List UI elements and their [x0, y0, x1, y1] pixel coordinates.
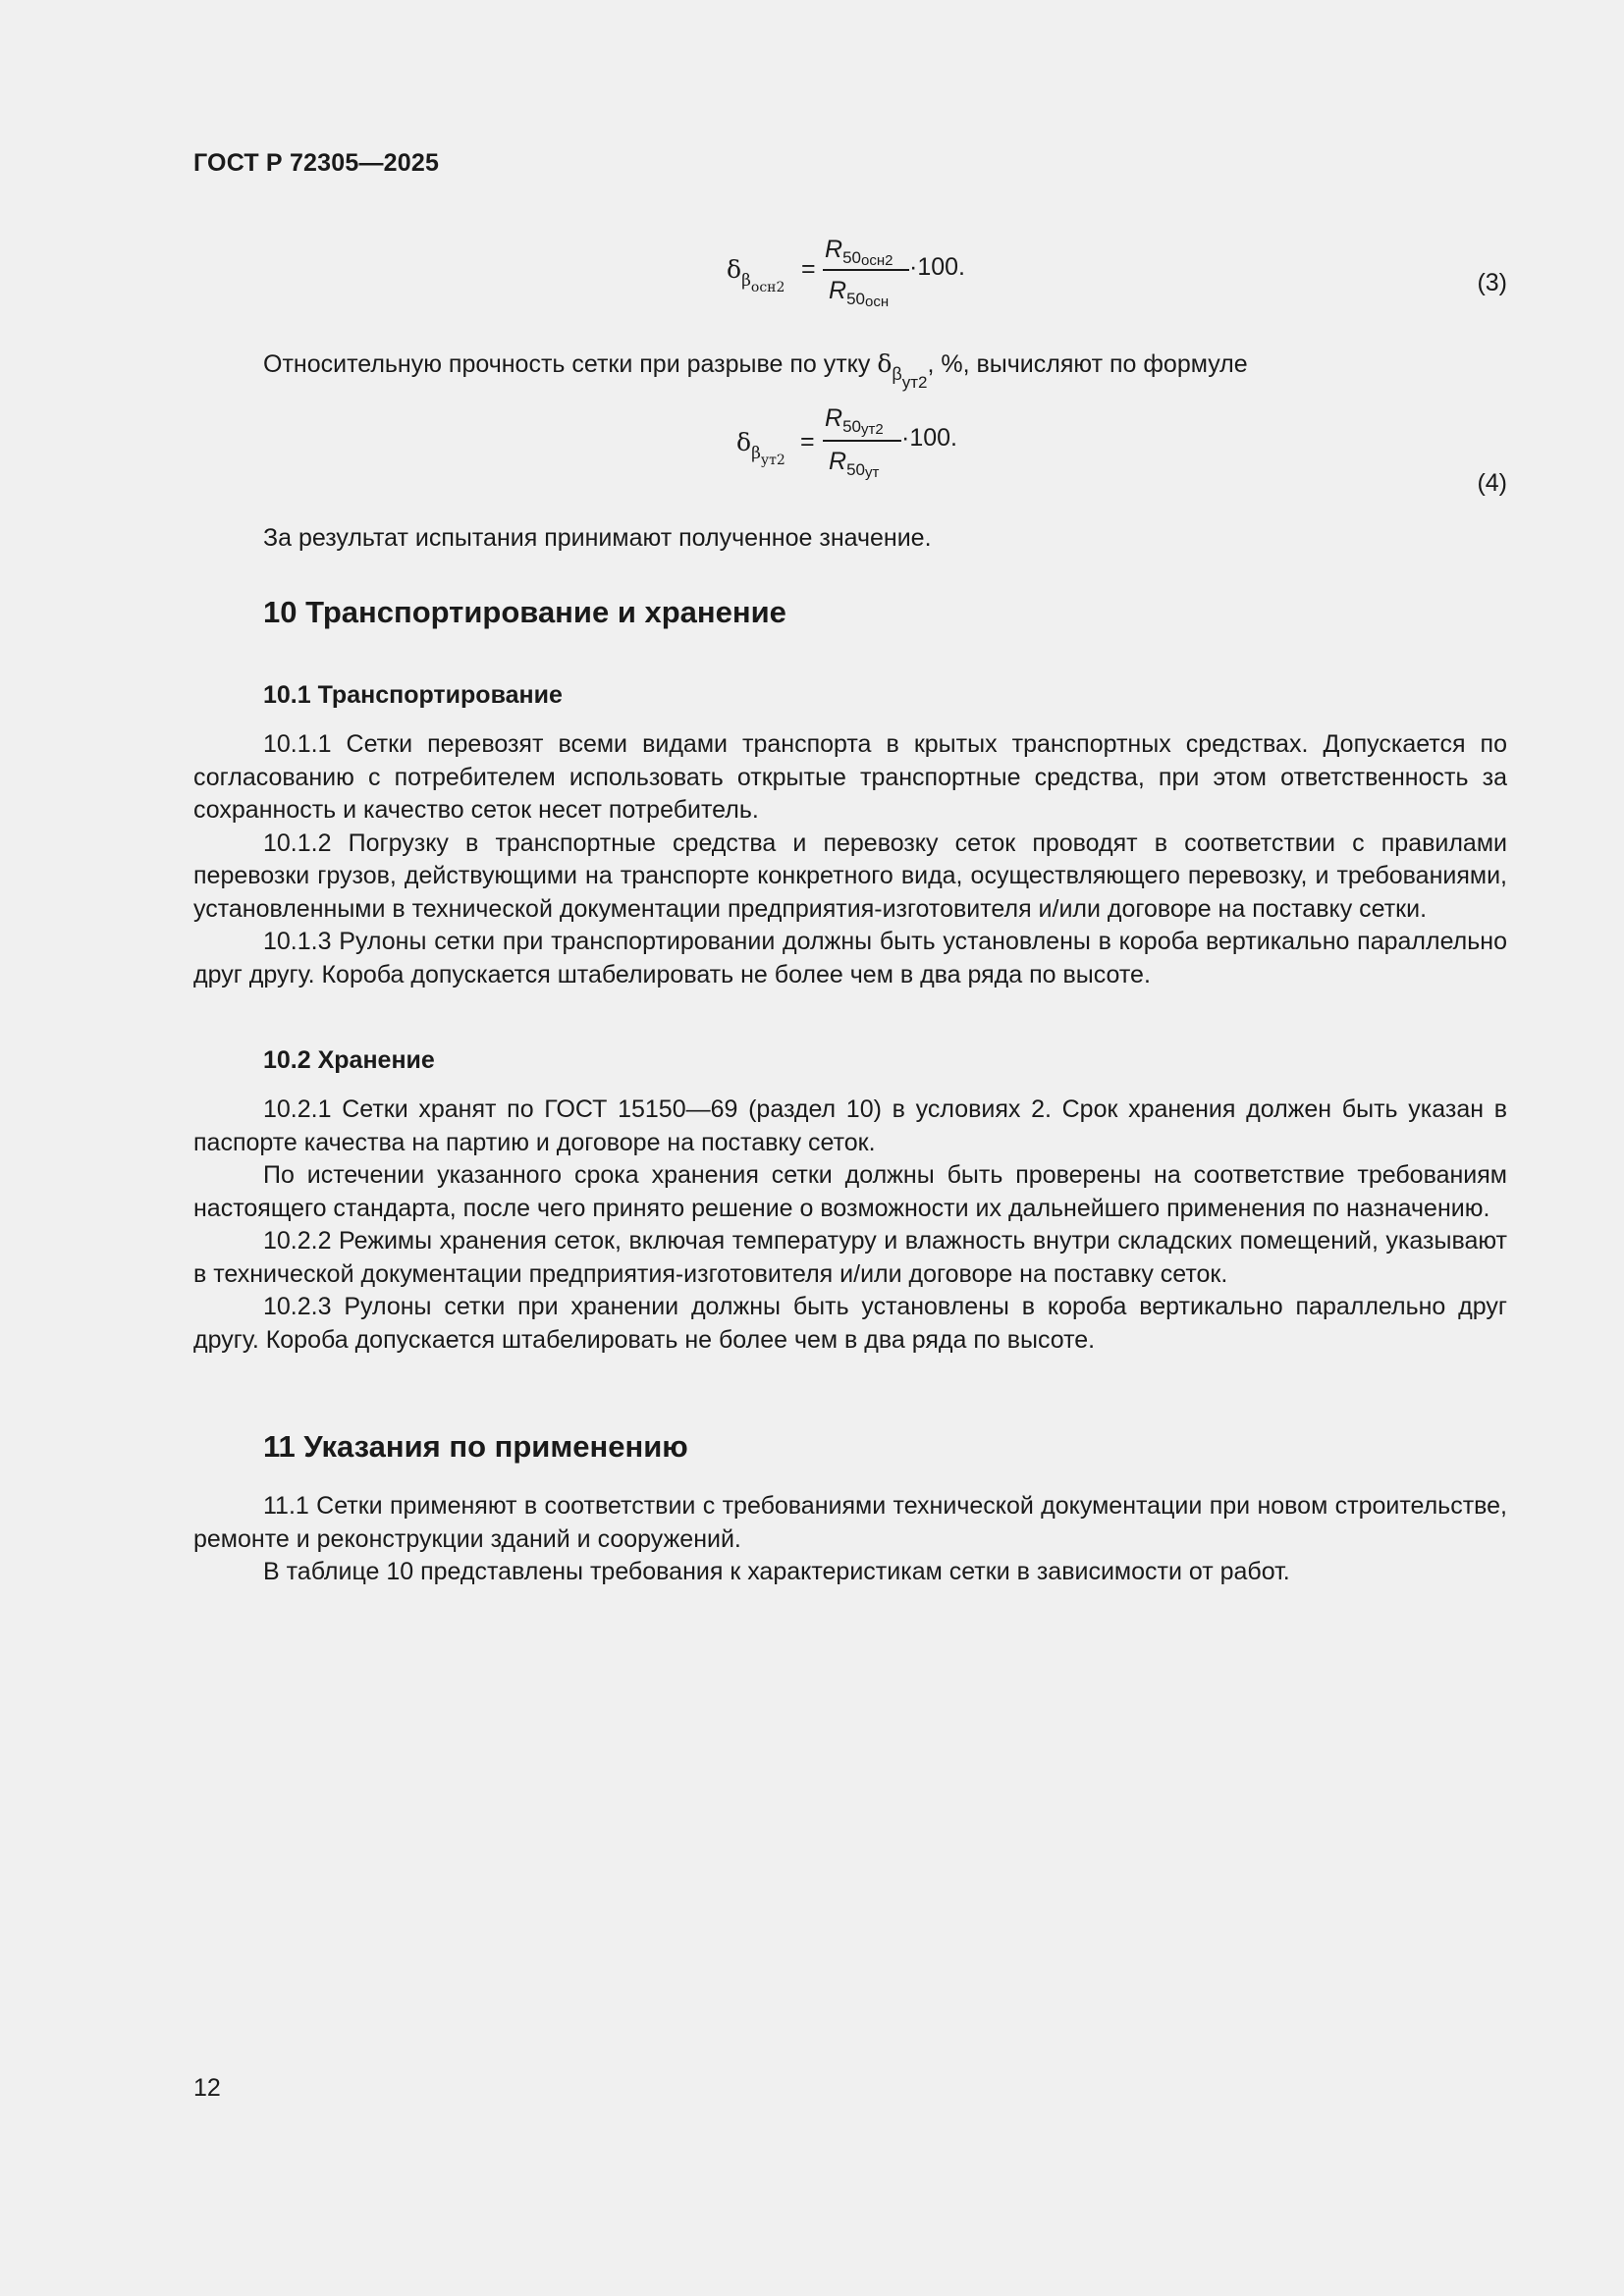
formula-3-multiplier: ·100. [909, 253, 965, 281]
subsection-10-2-title: 10.2 Хранение [263, 1046, 435, 1074]
clause-11-1-continuation: В таблице 10 представлены требования к характеристикам сетки в зависимости от работ. [263, 1558, 1290, 1585]
section-11-body [193, 1490, 1507, 1589]
section-11-title: 11 Указания по применению [263, 1429, 688, 1464]
formula-4-numerator: $R_{50ут2}$ [825, 404, 884, 438]
clause-10-2-1: 10.2.1 Сетки хранят по ГОСТ 15150—69 (раздел 10) в условиях 2. Срок хранения должен быть указан в паспорте качества на партию и договоре на поставку сеток. [193, 1095, 1507, 1156]
formula-4-equals: = [800, 428, 815, 455]
weft-strength-intro [193, 347, 1507, 392]
subsection-10-2-body [193, 1094, 1507, 1357]
weft-intro-after: , %, вычисляют по формуле [927, 350, 1248, 378]
formula-3-lhs: $\delta_{\beta_{осн2}}$ [727, 255, 785, 295]
clause-10-1-2: 10.1.2 Погрузку в транспортные средства и перевозку сеток проводят в соответствии с правилами перевозки грузов, действующими на транспорте конкретного вида, осуществляющего перевозку, и требованиями, установленными в технической документации предприятия-изготовителя и/или договоре на поставку сетки. [193, 828, 1507, 923]
formula-4 [736, 404, 982, 483]
formula-3-equals: = [801, 255, 816, 283]
equation-number-4: (4) [1477, 469, 1507, 497]
clause-10-2-1-continuation: По истечении указанного срока хранения сетки должны быть проверены на соответствие требованиям настоящего стандарта, после чего принято решение о возможности их дальнейшего применения по назначению. [193, 1161, 1507, 1222]
weft-intro-before: Относительную прочность сетки при разрыве по утку [263, 350, 878, 378]
clause-10-2-2: 10.2.2 Режимы хранения сеток, включая температуру и влажность внутри складских помещений, указывают в технической документации предприятия-изготовителя и/или договоре на поставку сеток. [193, 1227, 1507, 1288]
clause-11-1: 11.1 Сетки применяют в соответствии с требованиями технической документации при новом строительстве, ремонте и реконструкции зданий и сооружений. [193, 1492, 1507, 1553]
clause-10-2-3: 10.2.3 Рулоны сетки при хранении должны быть установлены в короба вертикально параллельно друг другу. Короба допускается штабелировать не более чем в два ряда по высоте. [193, 1293, 1507, 1354]
equation-number-3: (3) [1477, 269, 1507, 296]
formula-4-fraction-bar [823, 440, 901, 442]
clause-10-1-3: 10.1.3 Рулоны сетки при транспортировании должны быть установлены в короба вертикально параллельно друг другу. Короба допускается штабелировать не более чем в два ряда по высоте. [193, 928, 1507, 988]
formula-3 [727, 236, 982, 314]
formula-4-denominator: $R_{50ут}$ [829, 448, 880, 481]
section-10-title: 10 Транспортирование и хранение [263, 595, 786, 629]
document-code: ГОСТ Р 72305—2025 [193, 149, 440, 177]
weft-intro-symbol: $\delta_{\beta ут2}$ [877, 349, 928, 392]
subsection-10-1-body [193, 728, 1507, 991]
formula-3-numerator: $R_{50осн2}$ [825, 236, 893, 269]
result-paragraph [193, 522, 1507, 556]
formula-4-lhs: $\delta_{\beta_{ут2}}$ [736, 428, 785, 468]
subsection-10-1-title: 10.1 Транспортирование [263, 681, 563, 709]
formula-4-multiplier: ·100. [901, 424, 957, 452]
result-text: За результат испытания принимают полученное значение. [263, 524, 932, 552]
page-number: 12 [193, 2074, 221, 2102]
formula-3-fraction-bar [823, 269, 909, 271]
formula-3-denominator: $R_{50осн}$ [829, 277, 890, 310]
clause-10-1-1: 10.1.1 Сетки перевозят всеми видами транспорта в крытых транспортных средствах. Допускается по согласованию с потребителем использовать открытые транспортные средства, при этом ответственность за сохранность и качество сеток несет потребитель. [193, 730, 1507, 824]
